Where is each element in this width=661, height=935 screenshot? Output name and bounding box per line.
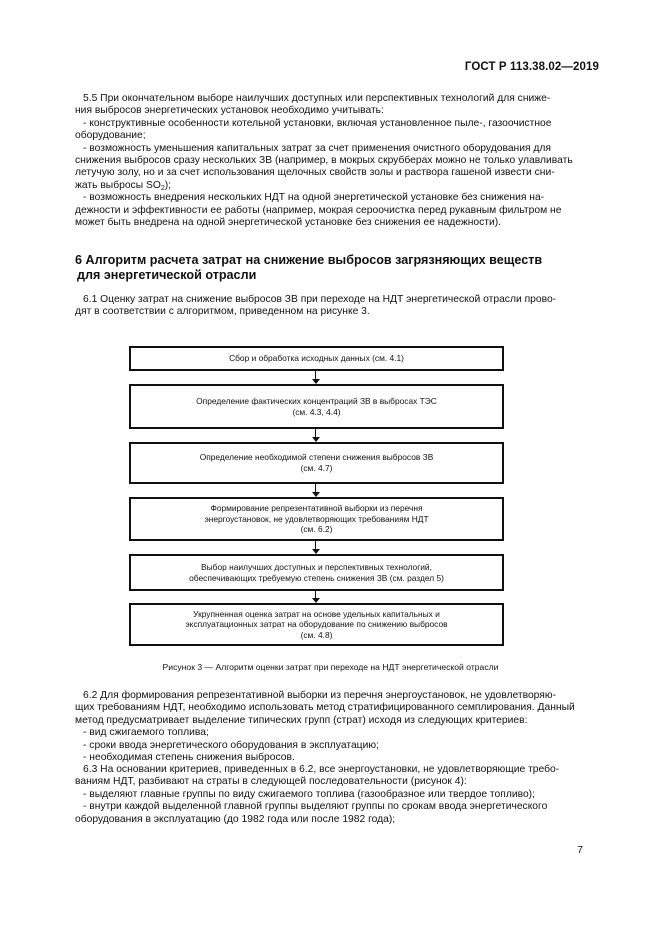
flow-arrow	[312, 484, 320, 497]
section-6-2	[75, 690, 586, 764]
step-text: Сбор и обработка исходных данных (см. 4.1)	[229, 353, 404, 364]
text-line: метод предусматривает выделение типических групп (страт) исходя из следующих критериев:	[75, 714, 528, 726]
text-line: оборудование;	[75, 130, 146, 142]
flow-step-2	[129, 384, 504, 429]
flow-step-3	[129, 442, 504, 484]
flow-arrow	[312, 591, 320, 603]
step-text: обеспечивающих требуемую степень снижения ЗВ (см. раздел 5)	[189, 572, 444, 583]
text-line: 6.1 Оценку затрат на снижение выбросов ЗВ при переходе на НДТ энергетической отрасли прово-	[83, 294, 557, 305]
figure-caption: Рисунок 3 — Алгоритм оценки затрат при переходе на НДТ энергетической отрасли	[162, 662, 499, 672]
step-text: Укрупненная оценка затрат на основе удельных капитальных и	[193, 608, 440, 619]
step-text: (см. 4.8)	[300, 629, 333, 640]
step-text: (см. 4.3, 4.4)	[292, 406, 341, 417]
flow-arrow	[312, 429, 320, 442]
step-text: эксплуатационных затрат на оборудование по снижению выбросов	[185, 619, 448, 630]
text-line: 6.2 Для формирования репрезентативной выборки из перечня энергоустановок, не удовлетворяю-	[83, 690, 557, 701]
list-item: - необходимая степень снижения выбросов.	[83, 752, 295, 764]
heading-line-1: 6 Алгоритм расчета затрат на снижение выбросов загрязняющих веществ	[75, 253, 543, 267]
flow-step-6	[129, 603, 504, 646]
flow-arrow	[312, 541, 320, 554]
flow-step-1	[129, 346, 504, 371]
list-item: - внутри каждой выделенной главной группы выделяют группы по срокам ввода энергетического	[83, 801, 548, 813]
section-6-1	[75, 294, 586, 319]
text-line: оборудования в эксплуатацию (до 1982 года или после 1982 года);	[75, 813, 396, 825]
step-text: Формирование репрезентативной выборки из перечня	[210, 503, 423, 514]
list-item: - выделяют главные группы по виду сжигаемого топлива (газообразное или твердое топливо);	[83, 788, 535, 800]
text-line: дежности и эффективности ее работы (например, мокрая сероочистка перед рукавным фильтром не	[75, 204, 562, 216]
text-line: летучую золу, но и за счет использования щелочных свойств золы и раствора гашеной извести сни-	[75, 167, 555, 179]
so2-tail: );	[164, 179, 172, 191]
step-text: (см. 6.2)	[300, 524, 333, 535]
document-code: ГОСТ Р 113.38.02—2019	[464, 61, 599, 73]
step-text: энергоустановок, не удовлетворяющих требованиям НДТ	[204, 513, 429, 524]
heading-line-2: для энергетической отрасли	[77, 268, 257, 282]
text-line: ния выбросов энергетических установок необходимо учитывать:	[75, 105, 384, 117]
text-line	[75, 180, 586, 192]
text-line: - возможность внедрения нескольких НДТ на одной энергетической установке без снижения на-	[83, 192, 545, 204]
section-6-3	[75, 764, 586, 826]
flow-step-5	[129, 554, 504, 591]
flow-step-4	[129, 497, 504, 541]
text-line: дят в соответствии с алгоритмом, приведенном на рисунке 3.	[75, 306, 370, 318]
list-item: - сроки ввода энергетического оборудования в эксплуатацию;	[83, 739, 379, 751]
step-text: (см. 4.7)	[300, 463, 333, 473]
text-line: - возможность уменьшения капитальных затрат за счет применения очистного оборудования для	[83, 142, 552, 154]
so2-text: жать выбросы SO	[75, 179, 161, 191]
text-line: снижения выбросов сразу нескольких ЗВ (например, в мокрых скрубберах можно не только улавливать	[75, 155, 573, 167]
text-line: ваниям НДТ, разбивают на страты в следующей последовательности (рисунок 4):	[75, 776, 467, 788]
text-line: щих требованиям НДТ, необходимо использовать метод стратифицированного семплирования. Данный	[75, 702, 575, 714]
step-text: Выбор наилучших доступных и перспективных технологий,	[201, 561, 432, 572]
so2-subscript: 2	[160, 184, 165, 192]
text-line: 6.3 На основании критериев, приведенных в 6.2, все энергоустановки, не удовлетворяющие требо-	[83, 764, 560, 775]
text-line: 5.5 При окончательном выборе наилучших доступных или перспективных технологий для сниже-	[83, 93, 551, 104]
step-text: Определение необходимой степени снижения выбросов ЗВ	[199, 452, 434, 463]
flow-arrow	[312, 371, 320, 384]
text-line: - конструктивные особенности котельной установки, включая установленное пыле-, газоочистное	[83, 117, 552, 129]
section-6-heading	[75, 253, 586, 283]
list-item: - вид сжигаемого топлива;	[83, 727, 209, 739]
text-line: может быть внедрена на одной энергетической установке без снижения ее надежности).	[75, 217, 502, 229]
section-5-5	[75, 93, 586, 229]
page-number: 7	[577, 844, 583, 856]
step-text: Определение фактических концентраций ЗВ в выбросах ТЭС	[196, 395, 437, 406]
